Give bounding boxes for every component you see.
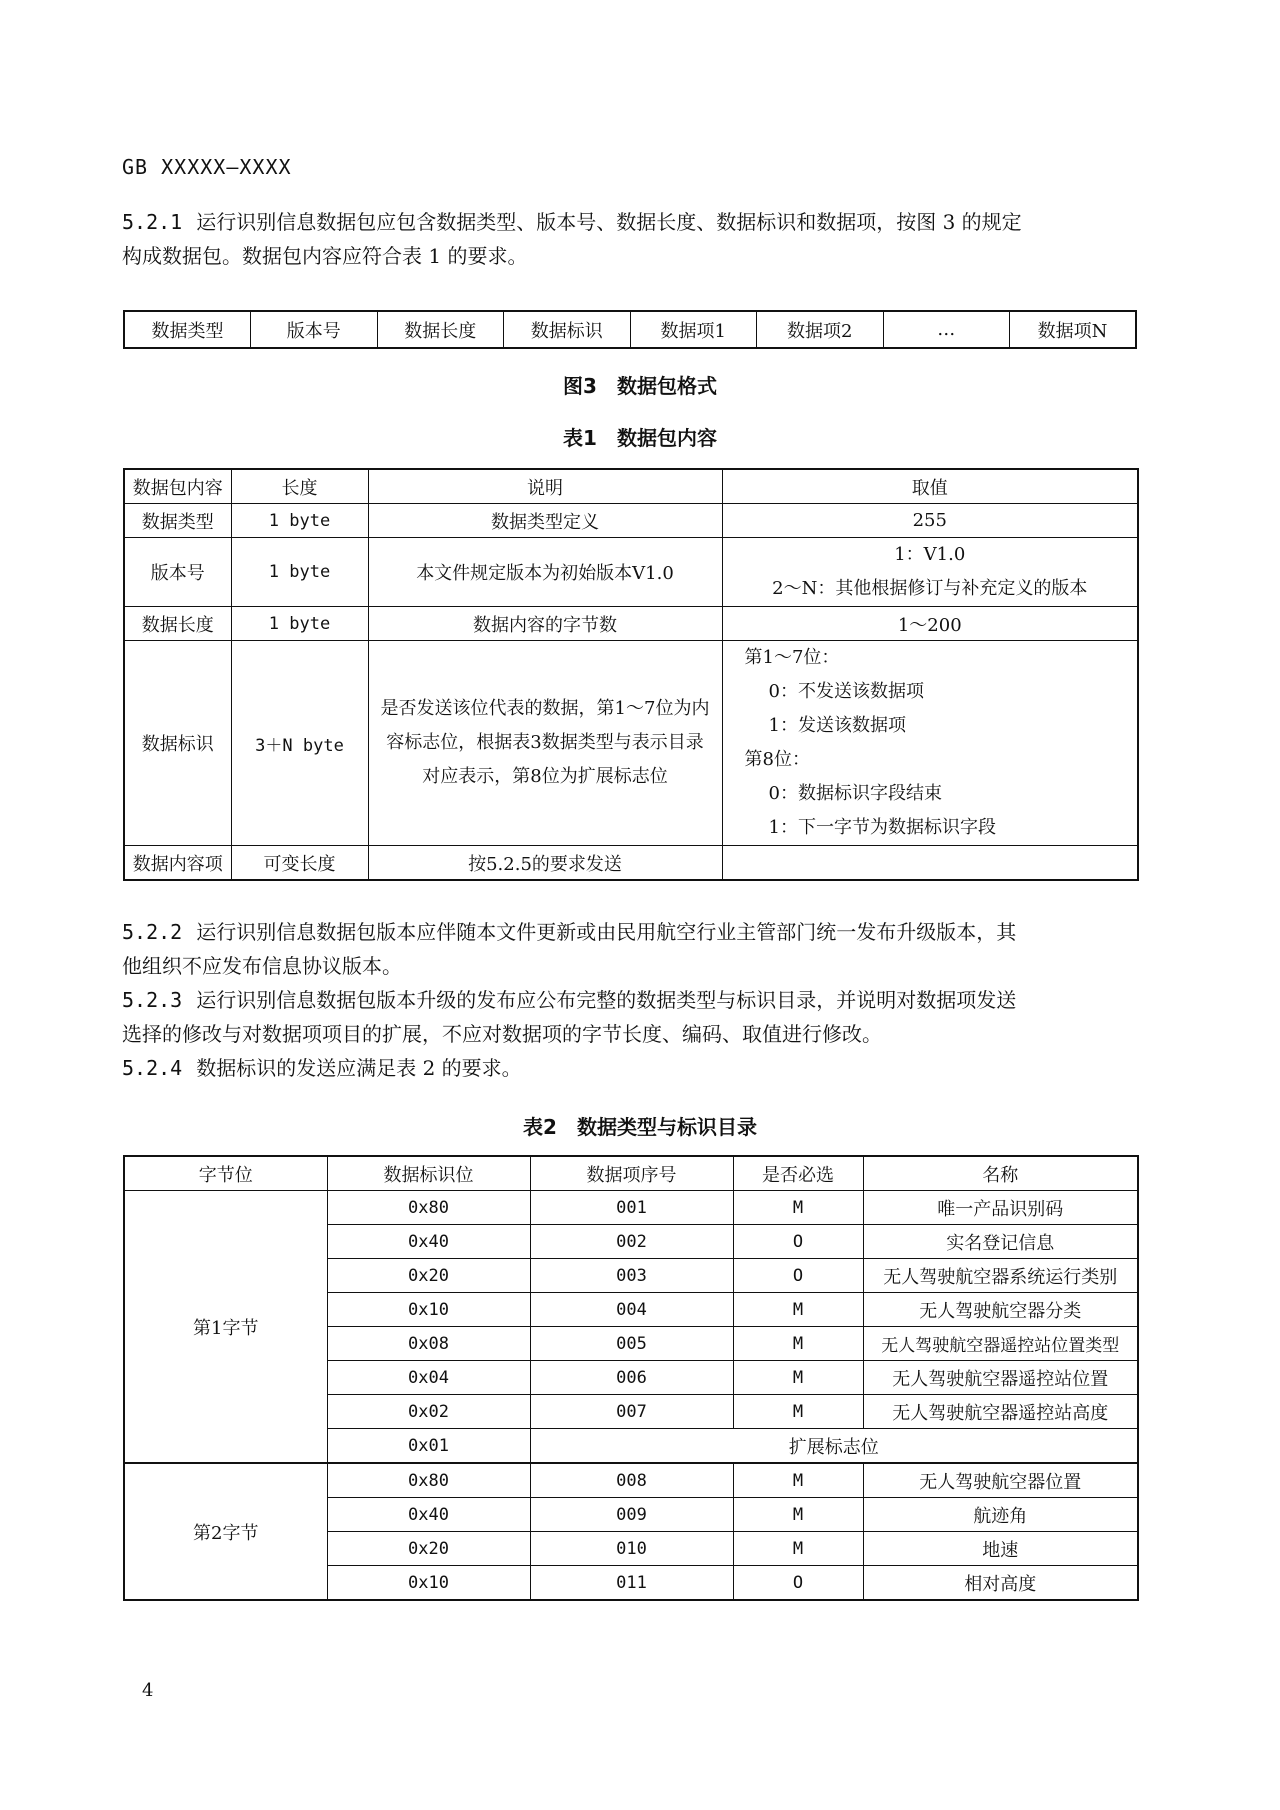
column-header: 是否必选 <box>733 1156 863 1191</box>
clause-text: 运行识别信息数据包版本升级的发布应公布完整的数据类型与标识目录，并说明对数据项发送 <box>196 988 1017 1012</box>
cell-required: M <box>733 1463 863 1498</box>
cell-seq: 005 <box>530 1327 733 1361</box>
value-line: 0：数据标识字段结束 <box>768 783 942 804</box>
cell-description: 按5.2.5的要求发送 <box>368 846 722 881</box>
cell-bit: 0x80 <box>327 1191 530 1225</box>
description-line: 容标志位，根据表3数据类型与表示目录 <box>386 732 704 753</box>
clause-text: 构成数据包。数据包内容应符合表 1 的要求。 <box>122 244 528 268</box>
cell-description: 数据类型定义 <box>368 504 722 538</box>
cell-name: 数据长度 <box>124 607 231 641</box>
clause-5-2-4 <box>122 1051 1138 1085</box>
cell-bit: 0x10 <box>327 1293 530 1327</box>
figure3-cell: 数据类型 <box>124 311 251 348</box>
cell-bit: 0x04 <box>327 1361 530 1395</box>
cell-required: M <box>733 1361 863 1395</box>
table-row <box>124 1191 1138 1225</box>
cell-length: 1 byte <box>231 504 368 538</box>
page-number: 4 <box>142 1680 154 1701</box>
cell-item-name: 无人驾驶航空器遥控站位置类型 <box>863 1327 1138 1361</box>
figure3-cell: 版本号 <box>251 311 378 348</box>
cell-required: O <box>733 1566 863 1601</box>
cell-bit: 0x80 <box>327 1463 530 1498</box>
table-header-row <box>124 469 1138 504</box>
value-line: 1：发送该数据项 <box>768 715 906 736</box>
standard-header: GB XXXXX—XXXX <box>122 155 292 179</box>
cell-seq: 010 <box>530 1532 733 1566</box>
cell-item-name: 航迹角 <box>863 1498 1138 1532</box>
cell-name: 版本号 <box>124 538 231 607</box>
table-row <box>124 641 1138 846</box>
column-header: 字节位 <box>124 1156 327 1191</box>
cell-required: O <box>733 1259 863 1293</box>
clause-5-2-2 <box>122 915 1138 983</box>
cell-seq: 007 <box>530 1395 733 1429</box>
cell-name: 数据类型 <box>124 504 231 538</box>
column-header: 数据包内容 <box>124 469 231 504</box>
cell-item-name: 地速 <box>863 1532 1138 1566</box>
figure3-cell: 数据项2 <box>757 311 884 348</box>
byte-group-label: 第1字节 <box>124 1191 327 1464</box>
cell-required: M <box>733 1395 863 1429</box>
figure3-cell: 数据项1 <box>630 311 757 348</box>
figure3-packet-format <box>123 310 1137 349</box>
cell-required: M <box>733 1532 863 1566</box>
table1-caption: 表1 数据包内容 <box>563 426 717 450</box>
value-line: 第8位： <box>744 749 810 770</box>
cell-item-name: 相对高度 <box>863 1566 1138 1601</box>
value-line: 0：不发送该数据项 <box>768 681 924 702</box>
cell-description: 数据内容的字节数 <box>368 607 722 641</box>
description-line: 是否发送该位代表的数据，第1～7位为内 <box>380 698 710 719</box>
cell-value <box>722 538 1138 607</box>
clause-text: 他组织不应发布信息协议版本。 <box>122 954 402 978</box>
clause-number: 5.2.4 <box>122 1056 183 1080</box>
cell-seq: 006 <box>530 1361 733 1395</box>
cell-seq: 003 <box>530 1259 733 1293</box>
clause-text: 运行识别信息数据包应包含数据类型、版本号、数据长度、数据标识和数据项，按图 3 的规定 <box>196 210 1022 234</box>
cell-name: 数据内容项 <box>124 846 231 881</box>
value-line: 1：V1.0 <box>894 544 966 565</box>
clause-number: 5.2.1 <box>122 210 183 234</box>
cell-bit: 0x20 <box>327 1259 530 1293</box>
cell-value <box>722 846 1138 881</box>
table1-packet-content <box>123 468 1139 881</box>
cell-name: 数据标识 <box>124 641 231 846</box>
clause-text: 选择的修改与对数据项项目的扩展，不应对数据项的字节长度、编码、取值进行修改。 <box>122 1022 882 1046</box>
clause-5-2-1 <box>122 205 1138 273</box>
description-line: 对应表示，第8位为扩展标志位 <box>422 766 668 787</box>
cell-length: 3＋N byte <box>231 641 368 846</box>
cell-bit: 0x08 <box>327 1327 530 1361</box>
column-header: 名称 <box>863 1156 1138 1191</box>
figure3-cell: 数据长度 <box>377 311 504 348</box>
cell-length: 1 byte <box>231 607 368 641</box>
cell-bit: 0x20 <box>327 1532 530 1566</box>
cell-bit: 0x40 <box>327 1225 530 1259</box>
cell-seq: 008 <box>530 1463 733 1498</box>
table-row <box>124 538 1138 607</box>
byte-group-label: 第2字节 <box>124 1463 327 1600</box>
cell-value: 255 <box>722 504 1138 538</box>
figure3-caption: 图3 数据包格式 <box>563 374 717 398</box>
table-header-row <box>124 1156 1138 1191</box>
cell-item-name: 无人驾驶航空器遥控站高度 <box>863 1395 1138 1429</box>
cell-seq: 011 <box>530 1566 733 1601</box>
value-line: 2～N：其他根据修订与补充定义的版本 <box>772 578 1088 599</box>
column-header: 数据项序号 <box>530 1156 733 1191</box>
cell-seq: 004 <box>530 1293 733 1327</box>
table-row <box>124 504 1138 538</box>
cell-extension-flag: 扩展标志位 <box>530 1429 1138 1464</box>
value-line: 1：下一字节为数据标识字段 <box>768 817 996 838</box>
cell-bit: 0x10 <box>327 1566 530 1601</box>
cell-seq: 001 <box>530 1191 733 1225</box>
cell-required: M <box>733 1191 863 1225</box>
column-header: 取值 <box>722 469 1138 504</box>
cell-item-name: 唯一产品识别码 <box>863 1191 1138 1225</box>
cell-required: M <box>733 1327 863 1361</box>
clause-number: 5.2.3 <box>122 988 183 1012</box>
cell-item-name: 无人驾驶航空器位置 <box>863 1463 1138 1498</box>
cell-required: M <box>733 1498 863 1532</box>
cell-value <box>722 641 1138 846</box>
cell-length: 1 byte <box>231 538 368 607</box>
cell-seq: 002 <box>530 1225 733 1259</box>
clause-text: 运行识别信息数据包版本应伴随本文件更新或由民用航空行业主管部门统一发布升级版本，其 <box>196 920 1017 944</box>
table-row <box>124 846 1138 881</box>
clause-5-2-3 <box>122 983 1138 1051</box>
cell-value: 1～200 <box>722 607 1138 641</box>
cell-item-name: 无人驾驶航空器遥控站位置 <box>863 1361 1138 1395</box>
cell-item-name: 无人驾驶航空器系统运行类别 <box>863 1259 1138 1293</box>
cell-item-name: 实名登记信息 <box>863 1225 1138 1259</box>
table-row <box>124 1463 1138 1498</box>
cell-seq: 009 <box>530 1498 733 1532</box>
cell-description: 本文件规定版本为初始版本V1.0 <box>368 538 722 607</box>
table2-identifier-catalog <box>123 1155 1139 1601</box>
column-header: 长度 <box>231 469 368 504</box>
clause-text: 数据标识的发送应满足表 2 的要求。 <box>196 1056 522 1080</box>
cell-bit: 0x01 <box>327 1429 530 1464</box>
figure3-cell: … <box>883 311 1010 348</box>
value-line: 第1～7位： <box>744 647 840 668</box>
cell-bit: 0x02 <box>327 1395 530 1429</box>
figure3-cell: 数据项N <box>1010 311 1137 348</box>
cell-length: 可变长度 <box>231 846 368 881</box>
column-header: 数据标识位 <box>327 1156 530 1191</box>
table2-caption: 表2 数据类型与标识目录 <box>523 1115 757 1139</box>
cell-bit: 0x40 <box>327 1498 530 1532</box>
clause-number: 5.2.2 <box>122 920 183 944</box>
cell-item-name: 无人驾驶航空器分类 <box>863 1293 1138 1327</box>
figure3-row <box>124 311 1136 348</box>
figure3-cell: 数据标识 <box>504 311 631 348</box>
cell-required: M <box>733 1293 863 1327</box>
cell-required: O <box>733 1225 863 1259</box>
column-header: 说明 <box>368 469 722 504</box>
table-row <box>124 607 1138 641</box>
cell-description <box>368 641 722 846</box>
